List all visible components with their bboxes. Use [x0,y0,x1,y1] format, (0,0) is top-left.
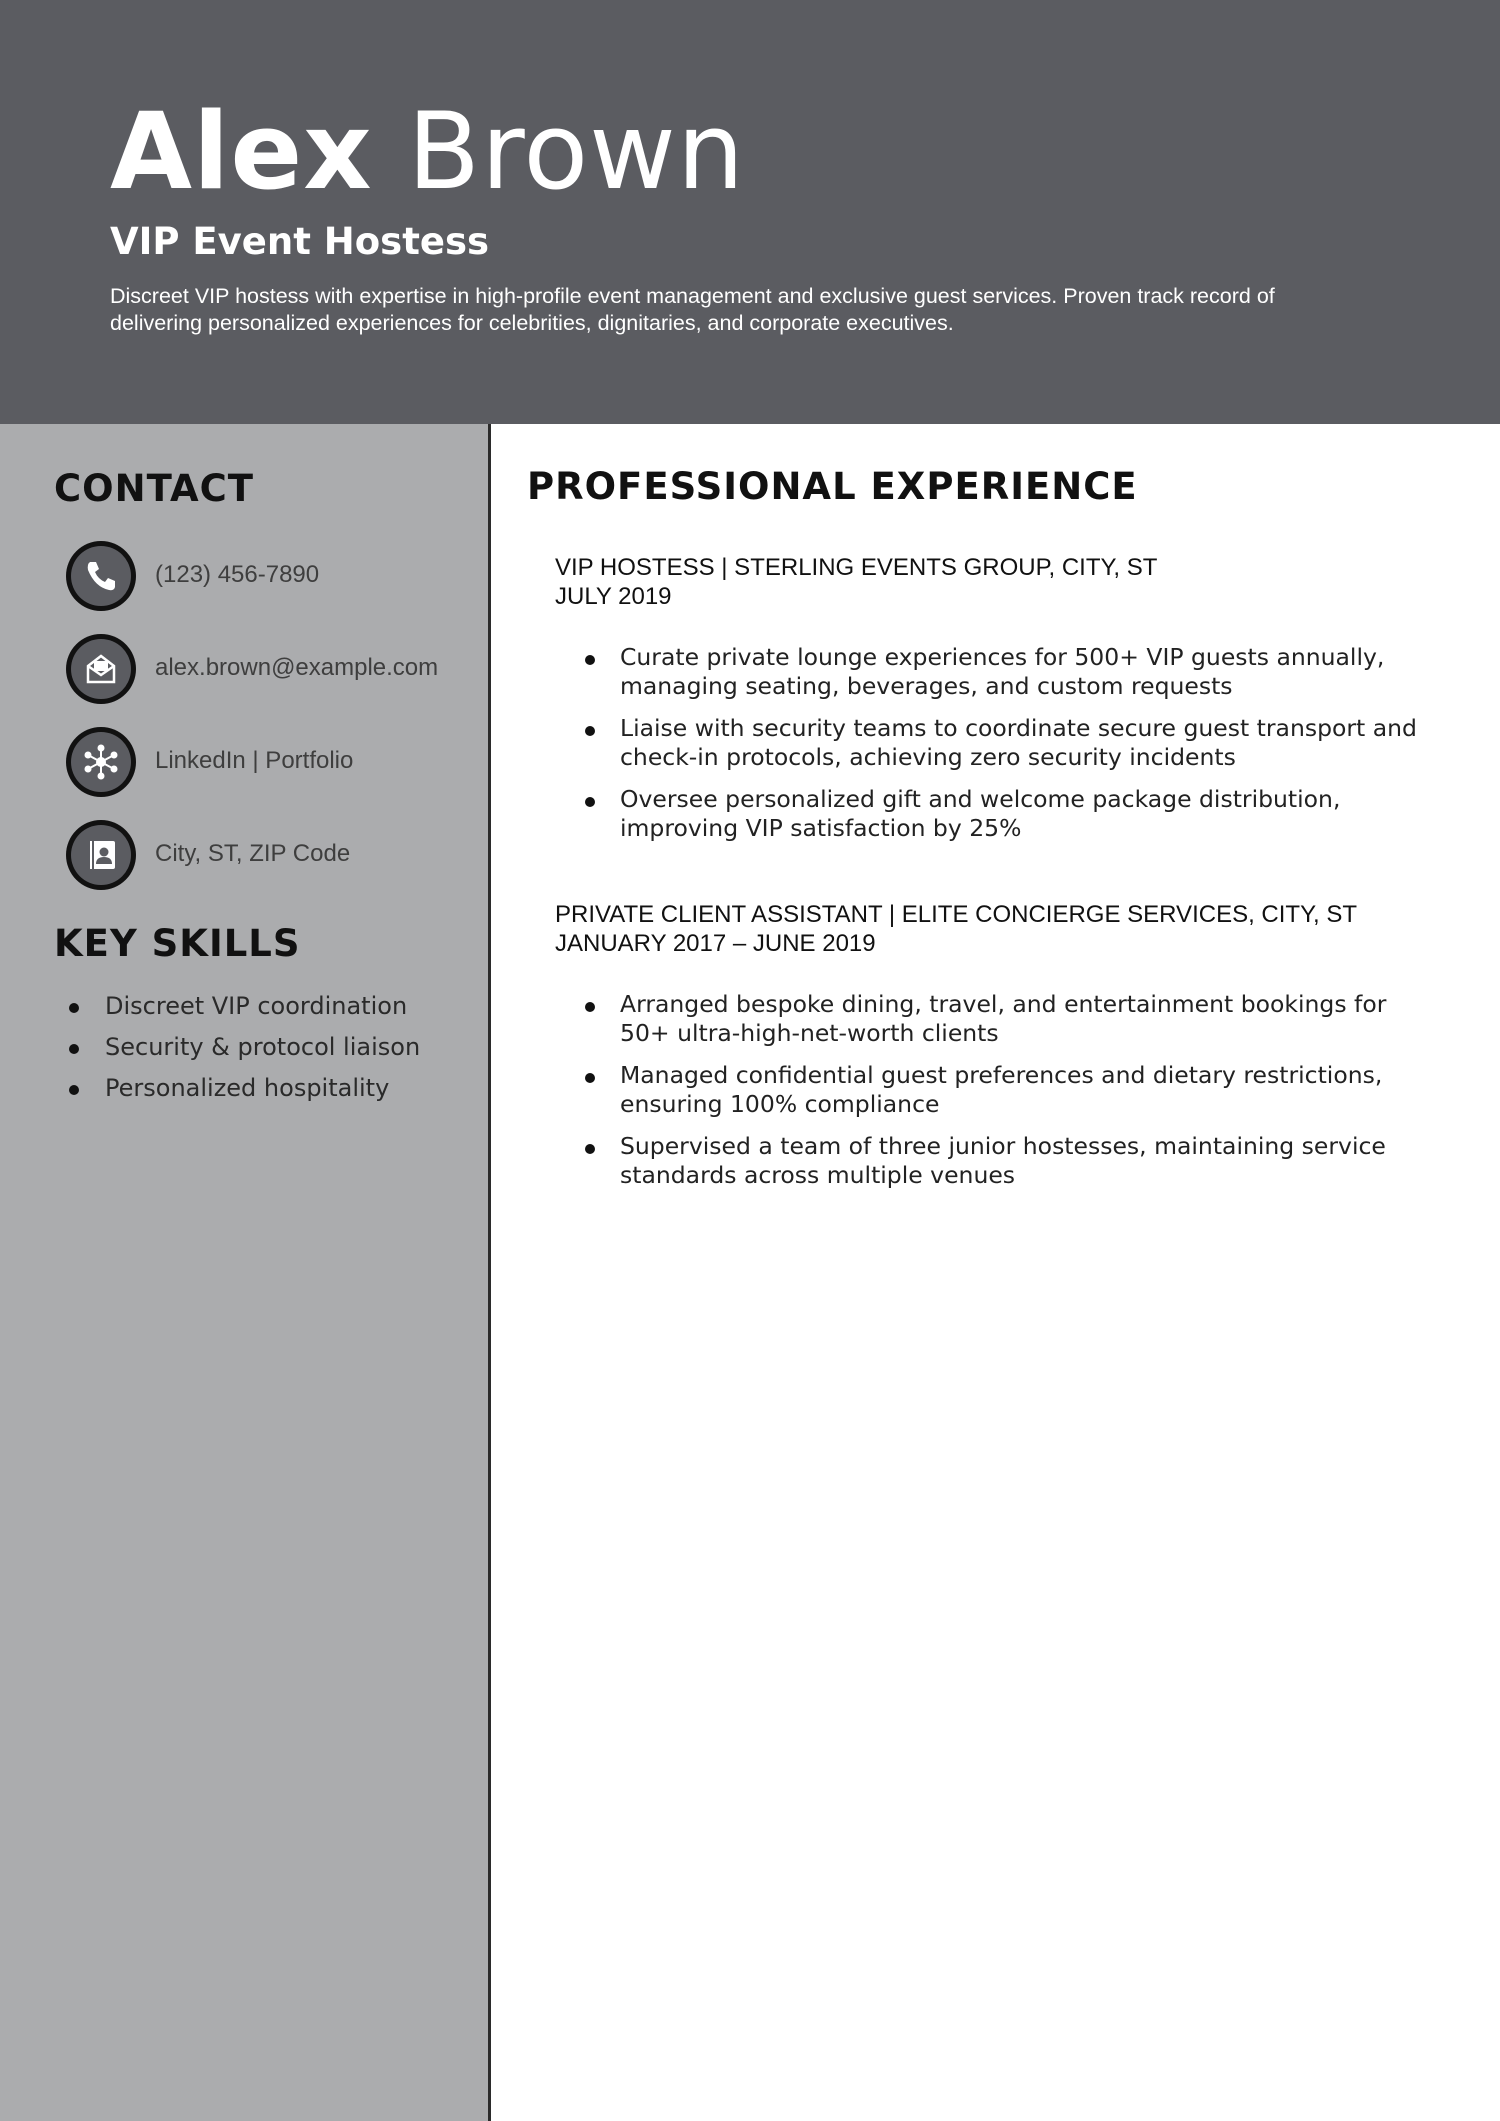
list-item: Supervised a team of three junior hostesses, maintaining service standards across multiple venues [555,1132,1435,1190]
address-icon [66,820,136,890]
phone-icon [66,541,136,611]
network-icon [66,727,136,797]
resume-header [0,0,1500,424]
job-title: VIP Event Hostess [110,220,490,263]
job-title-line: VIP HOSTESS | STERLING EVENTS GROUP, CITY, ST [555,554,1158,581]
contact-address [66,820,476,892]
list-item: Arranged bespoke dining, travel, and entertainment bookings for 50+ ultra-high-net-worth clients [555,990,1435,1048]
contact-links [66,727,476,799]
address: City, ST, ZIP Code [155,840,351,867]
job-dates: JANUARY 2017 – JUNE 2019 [555,930,876,957]
skills-list [66,990,420,1113]
list-item: Curate private lounge experiences for 500+ VIP guests annually, managing seating, beverages, and custom requests [555,643,1435,701]
last-name: Brown [407,90,746,213]
list-item: Security & protocol liaison [66,1031,420,1072]
list-item: Oversee personalized gift and welcome package distribution, improving VIP satisfaction by 25% [555,785,1435,843]
experience-heading: PROFESSIONAL EXPERIENCE [527,465,1138,508]
column-divider [488,424,491,2121]
email-address[interactable]: alex.brown@example.com [155,654,439,681]
sidebar [0,424,488,2121]
contact-email [66,634,476,706]
list-item: Liaise with security teams to coordinate secure guest transport and check-in protocols, achieving zero security incidents [555,714,1435,772]
profile-links[interactable]: LinkedIn | Portfolio [155,747,354,774]
professional-summary: Discreet VIP hostess with expertise in high-profile event management and exclusive guest services. Proven track record of delivering personalized experiences for celebrities, dignitaries, and corporate executives. [110,284,1275,335]
job-entry [555,553,1435,856]
job-entry [555,900,1435,1203]
job-dates: JULY 2019 [555,583,672,610]
job-bullets [555,990,1435,1190]
candidate-name [110,92,745,212]
list-item: Discreet VIP coordination [66,990,420,1031]
job-title-line: PRIVATE CLIENT ASSISTANT | ELITE CONCIERGE SERVICES, CITY, ST [555,901,1357,928]
list-item: Managed confidential guest preferences and dietary restrictions, ensuring 100% compliance [555,1061,1435,1119]
contact-phone [66,541,476,613]
contact-heading: CONTACT [54,467,254,510]
list-item: Personalized hospitality [66,1072,420,1113]
phone-number: (123) 456-7890 [155,561,320,588]
email-icon [66,634,136,704]
job-bullets [555,643,1435,843]
first-name: Alex [110,90,373,213]
skills-heading: KEY SKILLS [54,922,301,965]
